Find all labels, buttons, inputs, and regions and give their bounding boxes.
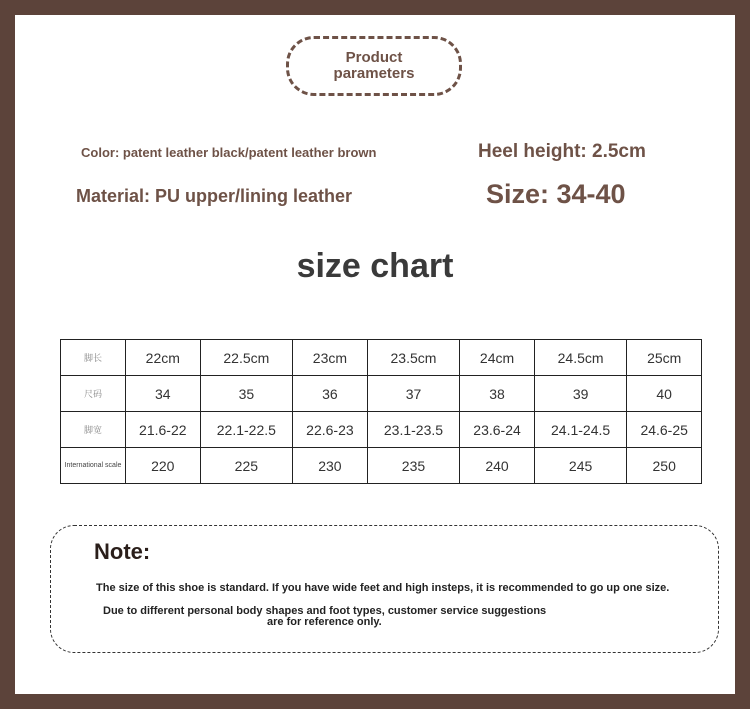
table-cell: 22.1-22.5 [200, 412, 293, 448]
table-cell: 21.6-22 [126, 412, 201, 448]
table-cell: 24cm [460, 340, 535, 376]
table-cell: 23cm [293, 340, 368, 376]
table-cell: 34 [126, 376, 201, 412]
table-cell: 23.6-24 [460, 412, 535, 448]
table-cell: 25cm [627, 340, 702, 376]
table-cell: 38 [460, 376, 535, 412]
table-row [61, 340, 702, 376]
table-cell: 23.1-23.5 [367, 412, 460, 448]
table-cell: 37 [367, 376, 460, 412]
table-cell: 24.1-24.5 [534, 412, 627, 448]
size-chart-title: size chart [296, 247, 454, 285]
table-cell: 22.5cm [200, 340, 293, 376]
table-cell: 230 [293, 448, 368, 484]
table-cell: 39 [534, 376, 627, 412]
note-title: Note: [94, 539, 151, 564]
table-cell: 24.5cm [534, 340, 627, 376]
product-parameters-badge [286, 36, 462, 96]
size-table [60, 339, 702, 484]
table-cell: 40 [627, 376, 702, 412]
row-header-foot-width: 脚宽 [61, 412, 126, 448]
row-header-foot-length: 脚长 [61, 340, 126, 376]
table-row [61, 412, 702, 448]
table-cell: 23.5cm [367, 340, 460, 376]
product-info-card [15, 15, 735, 694]
param-material: Material: PU upper/lining leather [76, 186, 353, 206]
table-row [61, 376, 702, 412]
table-cell: 240 [460, 448, 535, 484]
row-header-size: 尺码 [61, 376, 126, 412]
note-box [50, 525, 719, 653]
param-heel-height: Heel height: 2.5cm [478, 141, 646, 162]
note-line-2: Due to different personal body shapes and foot types, customer service suggestions [103, 605, 547, 617]
table-cell: 24.6-25 [627, 412, 702, 448]
table-cell: 35 [200, 376, 293, 412]
row-header-international-scale: International scale [61, 448, 126, 484]
table-cell: 250 [627, 448, 702, 484]
table-cell: 245 [534, 448, 627, 484]
table-cell: 22cm [126, 340, 201, 376]
table-cell: 235 [367, 448, 460, 484]
param-size: Size: 34-40 [486, 179, 626, 209]
note-line-3: are for reference only. [267, 616, 382, 628]
table-cell: 36 [293, 376, 368, 412]
table-cell: 220 [126, 448, 201, 484]
badge-line-2: parameters [333, 65, 415, 82]
table-row [61, 448, 702, 484]
param-color: Color: patent leather black/patent leather brown [81, 145, 377, 160]
table-cell: 225 [200, 448, 293, 484]
note-line-1: The size of this shoe is standard. If you have wide feet and high insteps, it is recommended to go up one size. [96, 582, 670, 594]
badge-line-1: Product [345, 49, 403, 66]
table-cell: 22.6-23 [293, 412, 368, 448]
